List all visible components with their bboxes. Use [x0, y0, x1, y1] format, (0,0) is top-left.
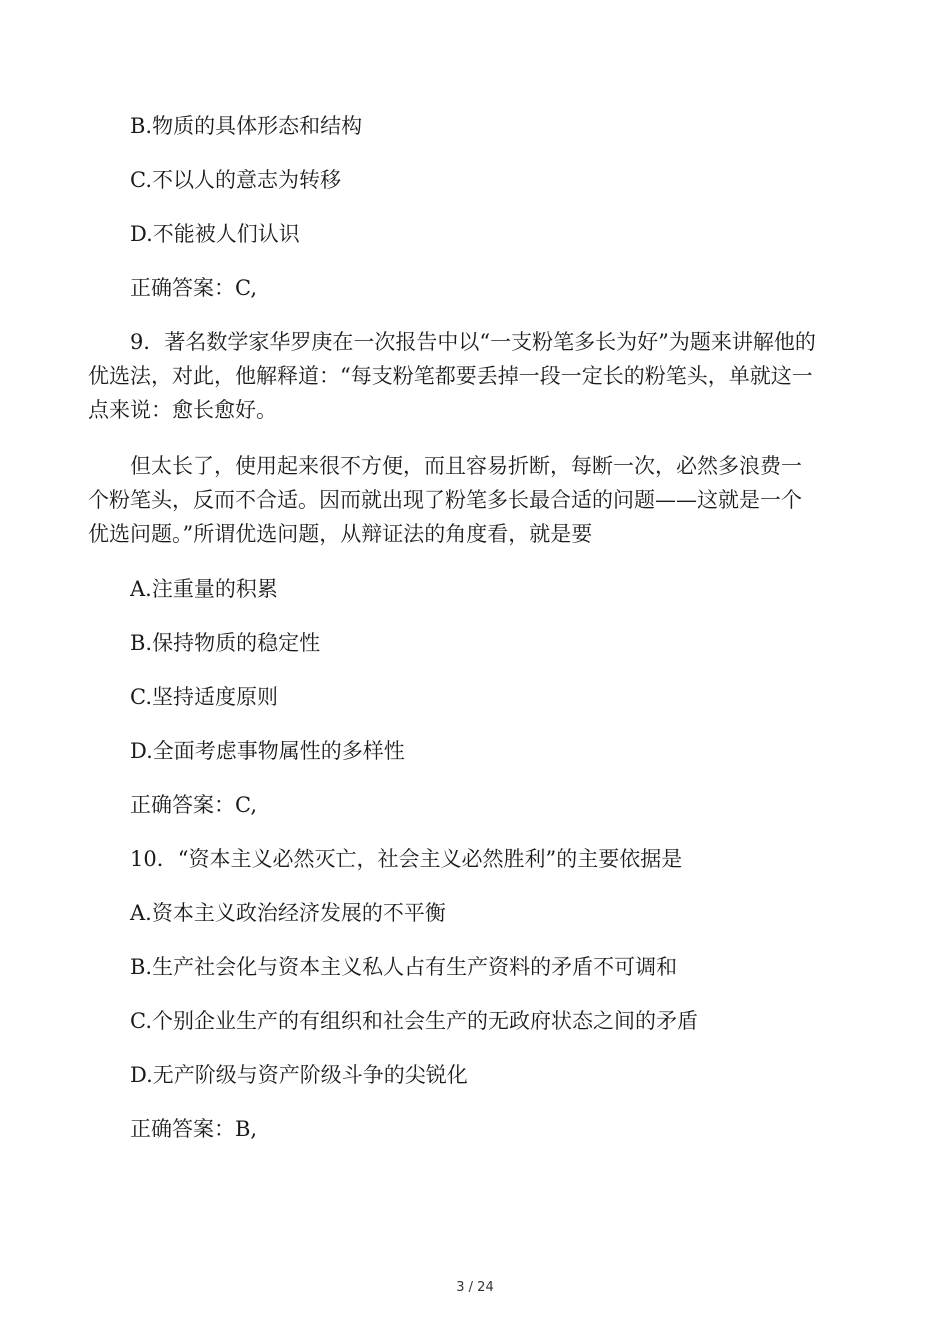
q10-stem: 10．“资本主义必然灭亡，社会主义必然胜利”的主要依据是: [130, 847, 683, 871]
q9-option-d: D.全面考虑事物属性的多样性: [130, 739, 405, 763]
q10-option-d: D.无产阶级与资产阶级斗争的尖锐化: [130, 1063, 468, 1087]
q9-option-c: C.坚持适度原则: [130, 685, 278, 709]
q10-option-a: A.资本主义政治经济发展的不平衡: [130, 901, 446, 925]
q9-stem-para2-line-1: 但太长了，使用起来很不方便，而且容易折断，每断一次，必然多浪费一: [130, 454, 802, 478]
q9-option-b: B.保持物质的稳定性: [130, 631, 321, 655]
q8-answer: 正确答案：C,: [130, 276, 257, 300]
q9-stem-line-3: 点来说：愈长愈好。: [88, 398, 277, 422]
q9-answer: 正确答案：C,: [130, 793, 257, 817]
q9-stem-para2-line-3: 优选问题。”所谓优选问题，从辩证法的角度看，就是要: [88, 522, 593, 546]
page-number: 3 / 24: [456, 1280, 494, 1295]
q8-option-d: D.不能被人们认识: [130, 222, 300, 246]
q9-stem-line-1: 9．著名数学家华罗庚在一次报告中以“一支粉笔多长为好”为题来讲解他的: [130, 330, 816, 354]
q10-option-c: C.个别企业生产的有组织和社会生产的无政府状态之间的矛盾: [130, 1009, 698, 1033]
q9-option-a: A.注重量的积累: [130, 577, 278, 601]
q8-option-c: C.不以人的意志为转移: [130, 168, 341, 192]
q10-option-b: B.生产社会化与资本主义私人占有生产资料的矛盾不可调和: [130, 955, 678, 979]
q10-answer: 正确答案：B,: [130, 1117, 258, 1141]
q9-stem-line-2: 优选法，对此，他解释道：“每支粉笔都要丢掉一段一定长的粉笔头，单就这一: [88, 364, 813, 388]
q8-option-b: B.物质的具体形态和结构: [130, 114, 363, 138]
q9-stem-para2-line-2: 个粉笔头，反而不合适。因而就出现了粉笔多长最合适的问题——这就是一个: [88, 488, 802, 512]
